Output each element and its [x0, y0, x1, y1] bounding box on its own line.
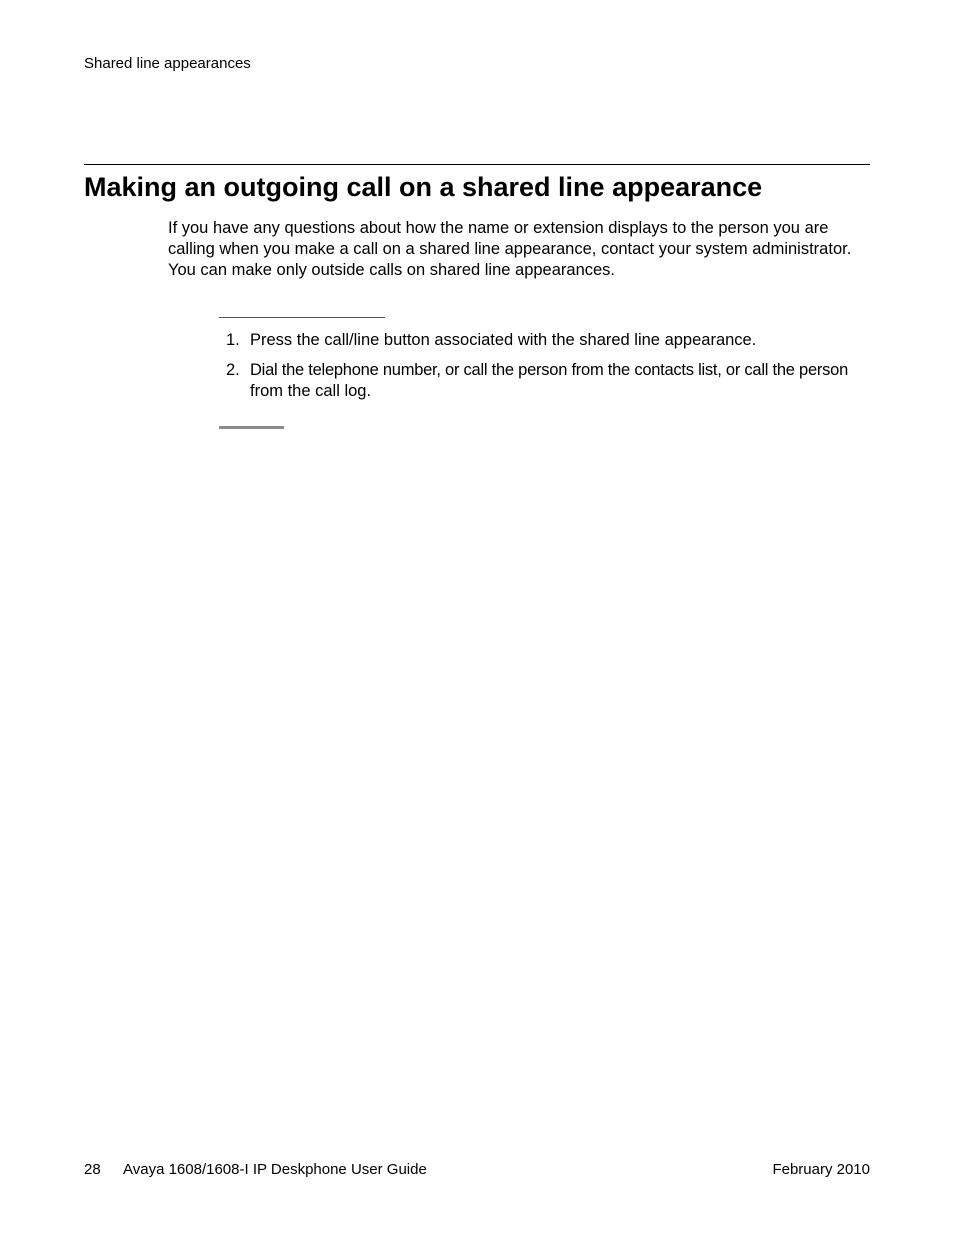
intro-line: calling when you make a call on a shared line appearance, contact your system administrator.	[168, 240, 852, 258]
guide-title: Avaya 1608/1608-I IP Deskphone User Guide	[123, 1161, 427, 1178]
step-line: Dial the telephone number, or call the person from the contacts list, or call the person	[250, 361, 848, 379]
step-number: 1.	[226, 331, 240, 349]
step-line: Press the call/line button associated with the shared line appearance.	[250, 331, 757, 349]
intro-line: You can make only outside calls on shared line appearances.	[168, 261, 616, 279]
section-divider	[84, 164, 870, 165]
procedure-steps	[219, 330, 879, 411]
page-number: 28	[84, 1161, 101, 1178]
procedure-step	[219, 360, 879, 402]
intro-line: If you have any questions about how the name or extension displays to the person you are	[168, 219, 829, 237]
intro-paragraph	[168, 218, 873, 281]
running-header: Shared line appearances	[84, 55, 251, 72]
procedure-divider-top	[219, 317, 385, 318]
step-text	[250, 330, 879, 351]
page-title: Making an outgoing call on a shared line appearance	[84, 172, 763, 202]
step-text	[250, 360, 879, 402]
procedure-step	[219, 330, 879, 351]
step-number: 2.	[226, 361, 240, 379]
publication-date: February 2010	[772, 1161, 870, 1178]
procedure-divider-bottom	[219, 426, 284, 429]
step-line: from the call log.	[250, 382, 372, 400]
